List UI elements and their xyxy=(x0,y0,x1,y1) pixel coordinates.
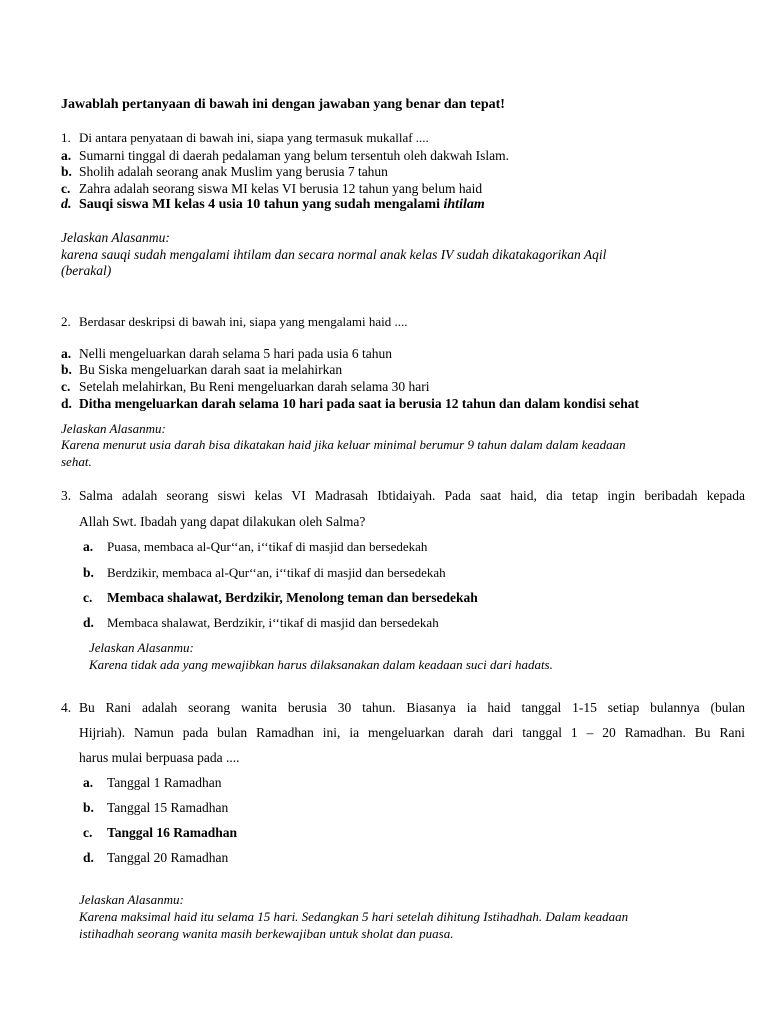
q4-text-line-2: Hijriah). Namun pada bulan Ramadhan ini, ia mengeluarkan darah dari tanggal 1 – 20 Ramadhan. Bu Rani xyxy=(79,725,745,740)
q4-number: 4. xyxy=(61,700,72,715)
q1-option-a-letter: a. xyxy=(61,148,72,163)
q3-option-a-letter: a. xyxy=(83,539,94,554)
q4-option-c: Tanggal 16 Ramadhan xyxy=(107,825,238,840)
q1-option-b: Sholih adalah seorang anak Muslim yang berusia 7 tahun xyxy=(79,164,388,179)
q3-alasan-label: Jelaskan Alasanmu: xyxy=(89,640,194,655)
q4-option-d: Tanggal 20 Ramadhan xyxy=(107,850,229,865)
q2-option-c: Setelah melahirkan, Bu Reni mengeluarkan darah selama 30 hari xyxy=(79,379,430,394)
q2-number: 2. xyxy=(61,314,71,329)
q2-option-b: Bu Siska mengeluarkan darah saat ia melahirkan xyxy=(79,362,343,377)
q2-option-b-letter: b. xyxy=(61,362,72,377)
q1-option-c: Zahra adalah seorang siswa MI kelas VI berusia 12 tahun yang belum haid xyxy=(79,181,483,196)
q1-answer-line-1: karena sauqi sudah mengalami ihtilam dan secara normal anak kelas IV sudah dikatakagorikan Aqil xyxy=(61,247,607,262)
page-title: Jawablah pertanyaan di bawah ini dengan jawaban yang benar dan tepat! xyxy=(61,97,505,112)
q1-text: Di antara penyataan di bawah ini, siapa yang termasuk mukallaf .... xyxy=(79,130,429,145)
q3-option-d: Membaca shalawat, Berdzikir, i‘‘tikaf di masjid dan bersedekah xyxy=(107,615,439,630)
q2-option-d: Ditha mengeluarkan darah selama 10 hari pada saat ia berusia 12 tahun dan dalam kondisi sehat xyxy=(79,396,639,411)
q4-text-line-3: harus mulai berpuasa pada .... xyxy=(79,750,240,765)
q4-answer-line-1: Karena maksimal haid itu selama 15 hari. Sedangkan 5 hari setelah dihitung Istihadhah. Dalam keadaan xyxy=(79,909,629,924)
q1-option-d-letter: d. xyxy=(61,197,72,212)
q1-option-c-letter: c. xyxy=(61,181,71,196)
q4-text-line-1: Bu Rani adalah seorang wanita berusia 30 tahun. Biasanya ia haid tanggal 1-15 setiap bulannya (bulan xyxy=(79,700,745,715)
q2-option-c-letter: c. xyxy=(61,379,71,394)
q2-answer-line-1: Karena menurut usia darah bisa dikatakan haid jika keluar minimal berumur 9 tahun dalam dalam keadaan xyxy=(61,437,626,452)
q3-number: 3. xyxy=(61,488,72,503)
q1-option-b-letter: b. xyxy=(61,164,72,179)
q1-option-d xyxy=(79,197,485,213)
q4-answer-line-2: istihadhah seorang wanita masih berkewajiban untuk sholat dan puasa. xyxy=(79,926,454,941)
q2-text: Berdasar deskripsi di bawah ini, siapa yang mengalami haid .... xyxy=(79,314,408,329)
q1-option-d-text: Sauqi siswa MI kelas 4 usia 10 tahun yang sudah mengalami xyxy=(79,197,444,212)
q3-option-b-letter: b. xyxy=(83,565,94,580)
q4-option-b: Tanggal 15 Ramadhan xyxy=(107,800,229,815)
q2-alasan-label: Jelaskan Alasanmu: xyxy=(61,421,166,436)
q3-text-line-2: Allah Swt. Ibadah yang dapat dilakukan oleh Salma? xyxy=(79,514,366,529)
q3-answer-line-1: Karena tidak ada yang mewajibkan harus dilaksanakan dalam keadaan suci dari hadats. xyxy=(89,657,553,672)
q4-alasan-label: Jelaskan Alasanmu: xyxy=(79,892,184,907)
q1-answer-line-2: (berakal) xyxy=(61,263,112,278)
q2-option-d-letter: d. xyxy=(61,396,72,411)
q3-text-line-1: Salma adalah seorang siswi kelas VI Madrasah Ibtidaiyah. Pada saat haid, dia tetap ingin beribadah kepada xyxy=(79,488,745,503)
q4-option-c-letter: c. xyxy=(83,825,93,840)
q3-option-c: Membaca shalawat, Berdzikir, Menolong teman dan bersedekah xyxy=(107,590,478,605)
q4-option-a: Tanggal 1 Ramadhan xyxy=(107,775,222,790)
q4-option-a-letter: a. xyxy=(83,775,94,790)
q3-option-b: Berdzikir, membaca al-Qur‘‘an, i‘‘tikaf di masjid dan bersedekah xyxy=(107,565,446,580)
q3-option-c-letter: c. xyxy=(83,590,93,605)
q2-option-a: Nelli mengeluarkan darah selama 5 hari pada usia 6 tahun xyxy=(79,346,393,361)
q1-alasan-label: Jelaskan Alasanmu: xyxy=(61,230,170,245)
q1-number: 1. xyxy=(61,130,71,145)
q4-option-b-letter: b. xyxy=(83,800,94,815)
q3-option-d-letter: d. xyxy=(83,615,94,630)
q1-option-a: Sumarni tinggal di daerah pedalaman yang belum tersentuh oleh dakwah Islam. xyxy=(79,148,509,163)
q1-option-d-emphasis: ihtilam xyxy=(443,197,485,212)
q4-option-d-letter: d. xyxy=(83,850,94,865)
q2-option-a-letter: a. xyxy=(61,346,72,361)
q2-answer-line-2: sehat. xyxy=(61,454,92,469)
q3-option-a: Puasa, membaca al-Qur‘‘an, i‘‘tikaf di masjid dan bersedekah xyxy=(107,539,428,554)
